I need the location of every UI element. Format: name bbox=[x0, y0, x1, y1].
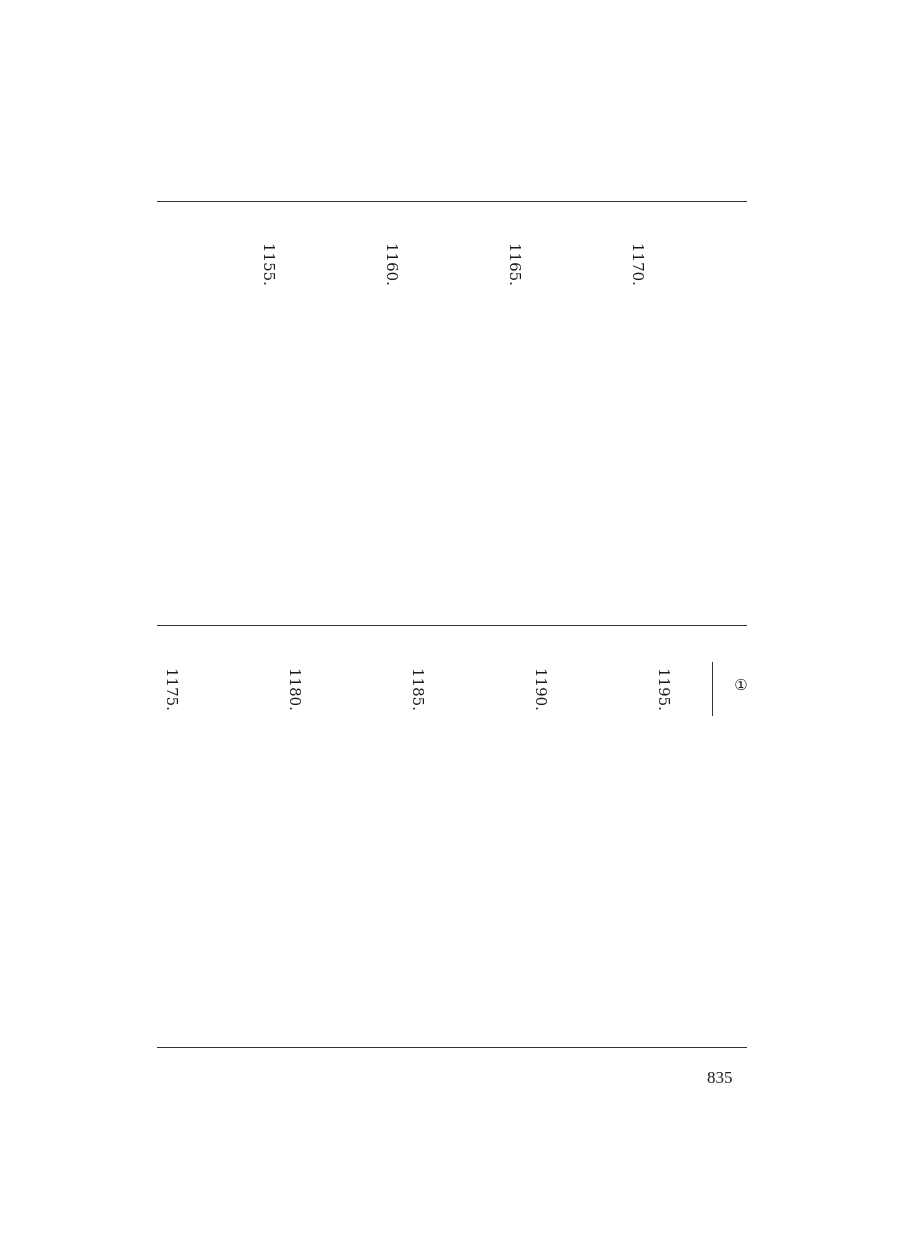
footnote-rule bbox=[712, 662, 713, 716]
line-number: 1165. bbox=[506, 243, 524, 286]
line-number: 1155. bbox=[260, 243, 278, 286]
bottom-rule bbox=[157, 1047, 747, 1048]
top-rule bbox=[157, 201, 747, 202]
line-number: 1190. bbox=[532, 668, 550, 711]
footnote-marker: ① bbox=[732, 676, 750, 694]
line-number: 1195. bbox=[655, 668, 673, 711]
page-number: 835 bbox=[707, 1068, 733, 1087]
middle-rule bbox=[157, 625, 747, 626]
line-number: 1170. bbox=[629, 243, 647, 286]
line-number: 1175. bbox=[163, 668, 181, 711]
line-number: 1185. bbox=[409, 668, 427, 711]
line-number: 1180. bbox=[286, 668, 304, 711]
line-number: 1160. bbox=[383, 243, 401, 286]
